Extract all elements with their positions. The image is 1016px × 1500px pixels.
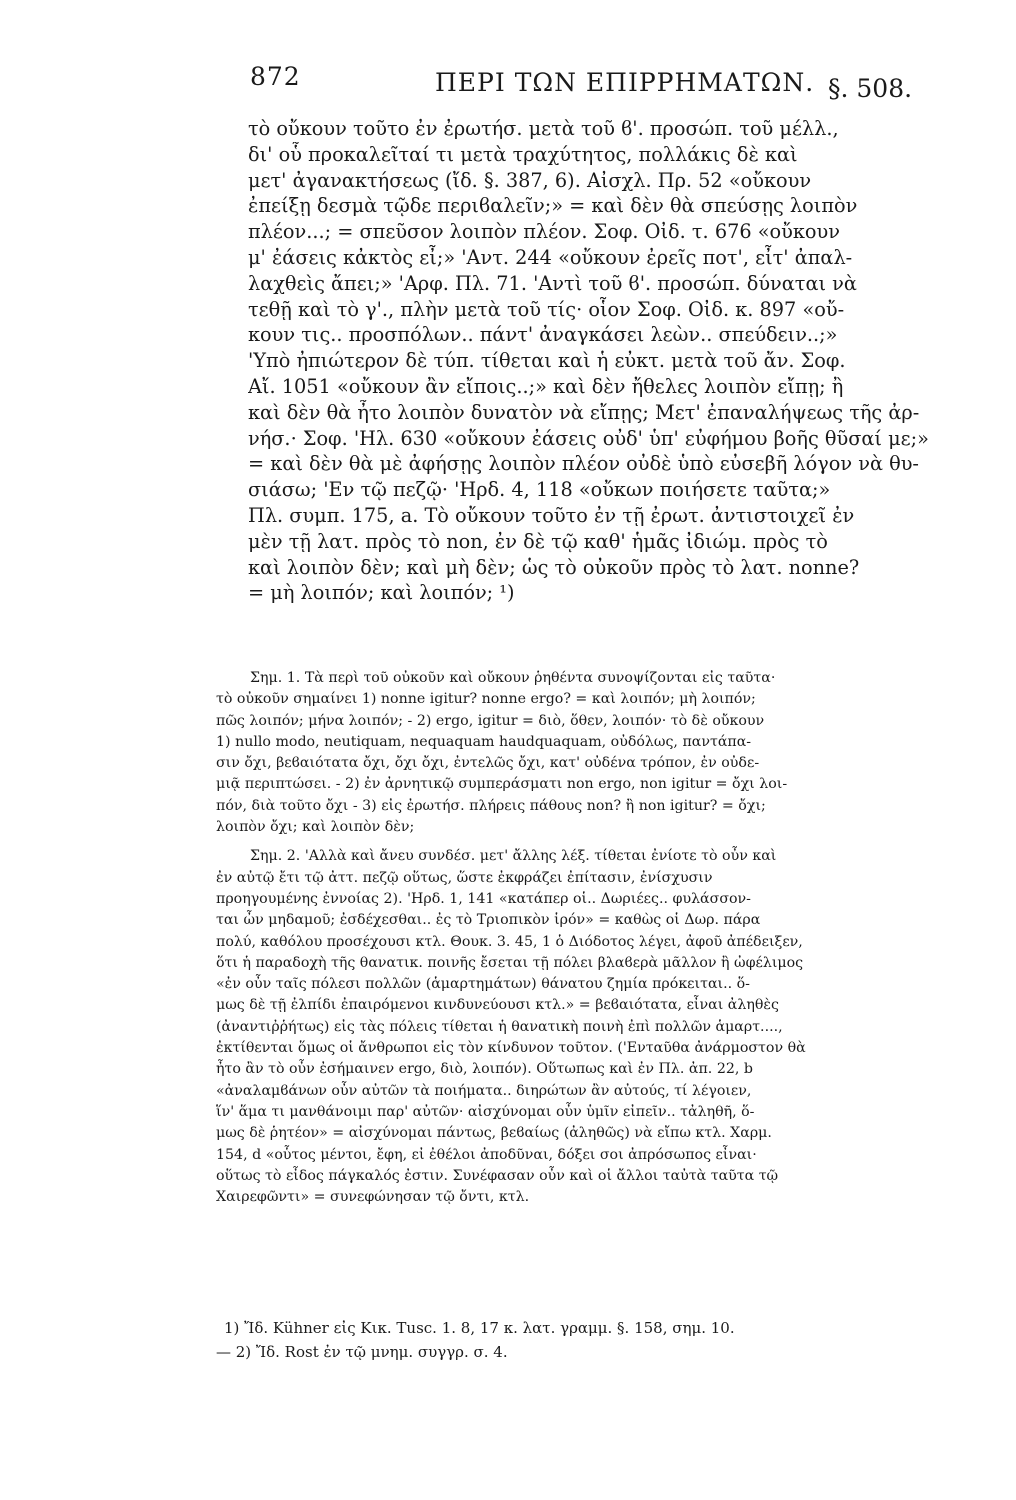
note2-line: Χαιρεφῶντι» = συνεφώνησαν τῷ ὄντι, κτλ. xyxy=(216,1189,530,1206)
note1-line: πῶς λοιπόν; μήνα λοιπόν; - 2) ergo, igitur = διὸ, ὅθεν, λοιπόν· τὸ δὲ οὔκουν xyxy=(216,712,765,729)
main-line: 'Υπὸ ἠπιώτερον δὲ τύπ. τίθεται καὶ ἡ εὐκτ. μετὰ τοῦ ἄν. Σοφ. xyxy=(248,349,846,373)
page-number: 872 xyxy=(250,62,301,91)
main-text xyxy=(248,116,968,606)
note2-line: Σημ. 2. 'Αλλὰ καὶ ἄνευ συνδέσ. μετ' ἄλλης λέξ. τίθεται ἐνίοτε τὸ οὖν καὶ xyxy=(250,848,777,865)
main-line: καὶ λοιπὸν δὲν; καὶ μὴ δὲν; ὡς τὸ οὐκοῦν πρὸς τὸ λατ. nonne? xyxy=(248,555,860,579)
main-line: μὲν τῇ λατ. πρὸς τὸ non, ἐν δὲ τῷ καθ' ἡμᾶς ἰδιώμ. πρὸς τὸ xyxy=(248,529,828,553)
note2-line: 154, d «οὗτος μέντοι, ἔφη, εἰ ἐθέλοι ἀποδῦναι, δόξει σοι ἀπρόσωπος εἶναι· xyxy=(216,1146,757,1163)
main-line: Αἴ. 1051 «οὔκουν ἂν εἴποις..;» καὶ δὲν ἤθελες λοιπὸν εἴπῃ; ἢ xyxy=(248,374,844,398)
main-line: δι' οὗ προκαλεῖταί τι μετὰ τραχύτητος, πολλάκις δὲ καὶ xyxy=(248,142,798,166)
main-line: = μὴ λοιπόν; καὶ λοιπόν; ¹) xyxy=(248,581,515,605)
note1-line: σιν ὄχι, βεϐαιότατα ὄχι, ὄχι ὄχι, ἐντελῶς ὄχι, κατ' οὐδένα τρόπον, ἐν οὐδε- xyxy=(216,755,760,772)
main-line: Πλ. συμπ. 175, a. Τὸ οὔκουν τοῦτο ἐν τῇ ἐρωτ. ἀντιστοιχεῖ ἐν xyxy=(248,503,855,527)
main-line: καὶ δὲν θὰ ἦτο λοιπὸν δυνατὸν νὰ εἴπῃς; Μετ' ἐπαναλήψεως τῆς ἀρ- xyxy=(248,400,920,424)
note2-line: οὕτως τὸ εἶδος πάγκαλός ἐστιν. Συνέφασαν οὖν καὶ οἱ ἄλλοι ταὐτὰ ταῦτα τῷ xyxy=(216,1167,779,1184)
main-line: νήσ.· Σοφ. 'Ηλ. 630 «οὔκουν ἐάσεις οὐδ' ὑπ' εὐφήμου βοῆς θῦσαί με;» xyxy=(248,426,929,450)
main-line: μετ' ἀγανακτήσεως (ἴδ. §. 387, 6). Αἰσχλ. Πρ. 52 «οὔκουν xyxy=(248,168,812,192)
main-line: σιάσω; 'Εν τῷ πεζῷ· 'Ηρδ. 4, 118 «οὔκων ποιήσετε ταῦτα;» xyxy=(248,478,831,502)
note1-line: 1) nullo modo, neutiquam, nequaquam haudquaquam, οὐδόλως, παντάπα- xyxy=(216,733,752,750)
note2-line: προηγουμένης ἐννοίας 2). 'Ηρδ. 1, 141 «κατάπερ οἱ.. Δωριέες.. φυλάσσον- xyxy=(216,890,751,907)
note2-line: μως δὲ ῥητέον» = αἰσχύνομαι πάντως, βεϐαίως (ἀληθῶς) νὰ εἴπω κτλ. Χαρμ. xyxy=(216,1125,772,1142)
note2-line: ἐν αὐτῷ ἔτι τῷ ἀττ. πεζῷ οὕτως, ὥστε ἐκφράζει ἐπίτασιν, ἐνίσχυσιν xyxy=(216,869,713,886)
note2-line: «ἀναλαμϐάνων οὖν αὐτῶν τὰ ποιήματα.. διηρώτων ἂν αὐτούς, τί λέγοιεν, xyxy=(216,1082,752,1099)
main-line: τεθῇ καὶ τὸ γ'., πλὴν μετὰ τοῦ τίς· οἷον Σοφ. Οἰδ. κ. 897 «οὔ- xyxy=(248,297,845,321)
running-title: ΠΕΡΙ ΤΩΝ ΕΠΙΡΡΗΜΑΤΩΝ. xyxy=(435,68,815,97)
main-line: πλέον...; = σπεῦσον λοιπὸν πλέον. Σοφ. Οἰδ. τ. 676 «οὔκουν xyxy=(248,220,840,244)
note-spacer xyxy=(216,838,916,846)
note1-line: μιᾷ περιπτώσει. - 2) ἐν ἀρνητικῷ συμπεράσματι non ergo, non igitur = ὄχι λοι- xyxy=(216,776,788,793)
note1-line: πόν, διὰ τοῦτο ὄχι - 3) εἰς ἐρωτήσ. πλήρεις πάθους non? ἢ non igitur? = ὄχι; xyxy=(216,797,766,814)
note2-line: (ἀναντιῤῥήτως) εἰς τὰς πόλεις τίθεται ἡ θανατικὴ ποινὴ ἐπὶ πολλῶν ἁμαρτ...., xyxy=(216,1018,783,1035)
footnote-line: 1) Ἴδ. Kühner εἰς Κικ. Tusc. 1. 8, 17 κ. λατ. γραμμ. §. 158, σημ. 10. xyxy=(224,1319,735,1337)
note2-line: «ἐν οὖν ταῖς πόλεσι πολλῶν (ἁμαρτημάτων) θάνατου ζημία πρόκειται.. ὅ- xyxy=(216,976,750,993)
main-line: λαχθεὶς ἄπει;» 'Αρφ. Πλ. 71. 'Αντὶ τοῦ ϐ'. προσώπ. δύναται νὰ xyxy=(248,271,857,295)
note1-line: λοιπὸν ὄχι; καὶ λοιπὸν δὲν; xyxy=(216,819,415,836)
main-line: ἐπείξῃ δεσμὰ τῷδε περιϐαλεῖν;» = καὶ δὲν θὰ σπεύσῃς λοιπὸν xyxy=(248,194,858,218)
note2-line: ἐκτίθενται ὅμως οἱ ἄνθρωποι εἰς τὸν κίνδυνον τοῦτον. ('Ενταῦθα ἀνάρμοστον θὰ xyxy=(216,1040,806,1057)
main-line: τὸ οὔκουν τοῦτο ἐν ἐρωτήσ. μετὰ τοῦ ϐ'. προσώπ. τοῦ μέλλ., xyxy=(248,117,839,140)
note2-line: ἦτο ἂν τὸ οὖν ἐσήμαινεν ergo, διὸ, λοιπόν). Οὕτωπως καὶ ἐν Πλ. ἀπ. 22, b xyxy=(216,1061,753,1078)
main-line: κουν τις.. προσπόλων.. πάντ' ἀναγκάσει λεὼν.. σπεύδειν..;» xyxy=(248,323,838,347)
notes-block xyxy=(216,668,916,1208)
footnote-line: — 2) Ἴδ. Rost ἐν τῷ μνημ. συγγρ. σ. 4. xyxy=(216,1343,508,1361)
note2-line: μως δὲ τῇ ἐλπίδι ἐπαιρόμενοι κινδυνεύουσι κτλ.» = βεϐαιότατα, εἶναι ἀληθὲς xyxy=(216,997,779,1014)
main-line: = καὶ δὲν θὰ μὲ ἀφήσῃς λοιπὸν πλέον οὐδὲ ὑπὸ εὐσεβῆ λόγον νὰ θυ- xyxy=(248,452,919,476)
note2-line: ὅτι ἡ παραδοχὴ τῆς θανατικ. ποινῆς ἔσεται τῇ πόλει βλαϐερὰ μᾶλλον ἢ ὠφέλιμος xyxy=(216,954,804,971)
page-header xyxy=(250,62,970,112)
note1-line: τὸ οὐκοῦν σημαίνει 1) nonne igitur? nonne ergo? = καὶ λοιπόν; μὴ λοιπόν; xyxy=(216,691,756,708)
main-line: μ' ἐάσεις κἀκτὸς εἶ;» 'Αντ. 244 «οὔκουν ἐρεῖς ποτ', εἶτ' ἀπαλ- xyxy=(248,245,853,269)
footnotes xyxy=(216,1316,916,1364)
section-number: §. 508. xyxy=(828,74,913,103)
note2-line: ται ὦν μηδαμοῦ; ἐσδέχεσθαι.. ἐς τὸ Τριοπικὸν ἱρόν» = καθὼς οἱ Δωρ. πάρα xyxy=(216,912,761,929)
note2-line: ἵν' ἅμα τι μανθάνοιμι παρ' αὐτῶν· αἰσχύνομαι οὖν ὑμῖν εἰπεῖν.. τἀληθῆ, ὅ- xyxy=(216,1103,755,1120)
note2-line: πολύ, καθόλου προσέχουσι κτλ. Θουκ. 3. 45, 1 ὁ Διόδοτος λέγει, ἀφοῦ ἀπέδειξεν, xyxy=(216,933,803,950)
note1-line: Σημ. 1. Τὰ περὶ τοῦ οὐκοῦν καὶ οὔκουν ῥηθέντα συνοψίζονται εἰς ταῦτα· xyxy=(250,670,776,686)
